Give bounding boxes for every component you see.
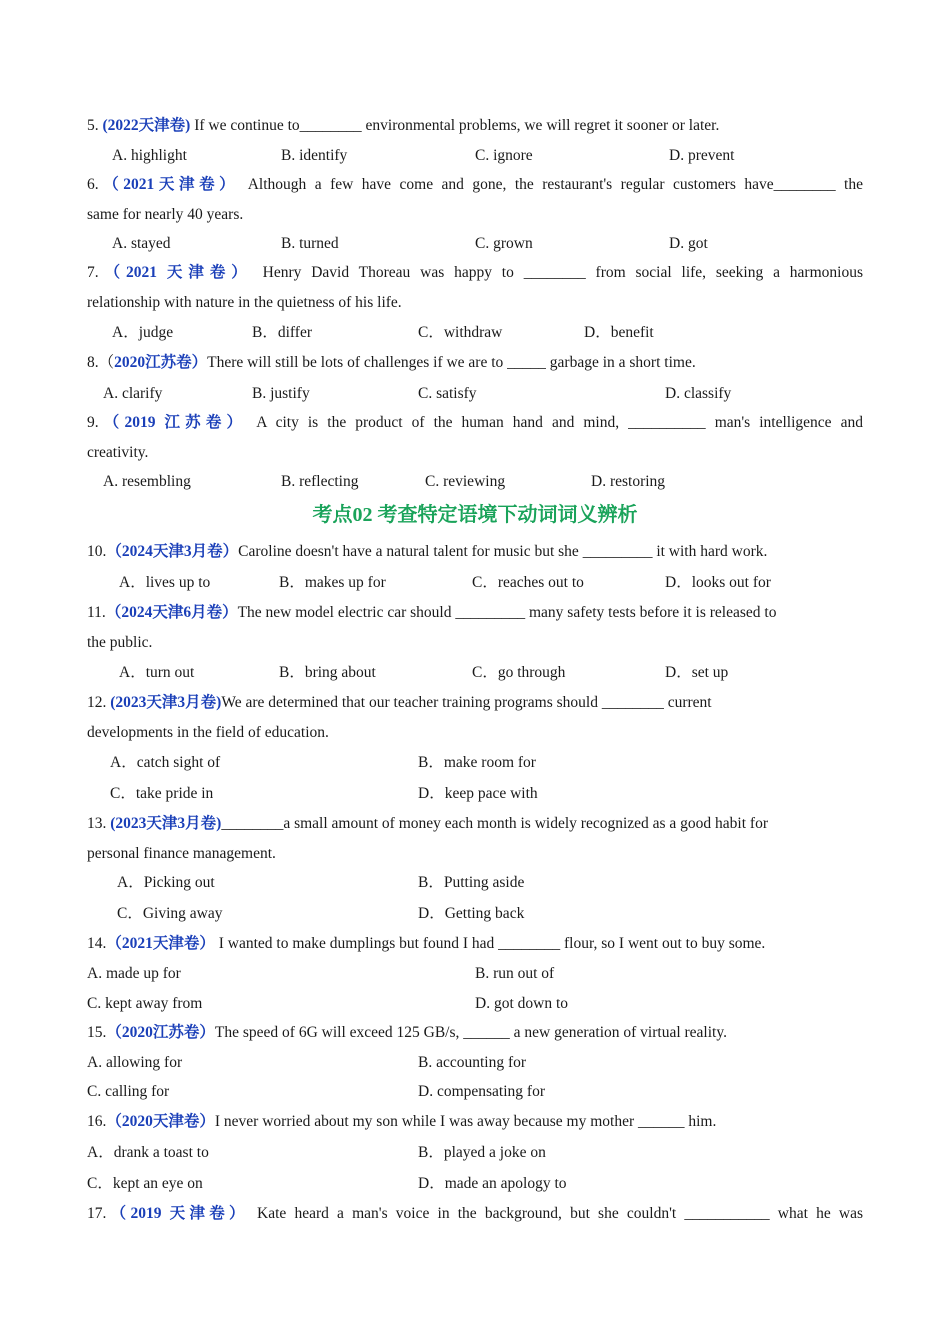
option-c: C. grown — [475, 235, 533, 252]
question-16-stem: 16.（2020天津卷）I never worried about my son while I was away because my mother ______ him. — [87, 1113, 717, 1130]
question-14-stem: 14.（2021天津卷） I wanted to make dumplings but found I had ________ flour, so I went out to buy some. — [87, 935, 766, 952]
question-source: （2019 江苏卷） — [98, 414, 248, 431]
option-c: C. kept away from — [87, 995, 203, 1012]
question-source: （2021天津卷） — [106, 935, 215, 952]
question-source: （2021 天津卷） — [98, 264, 253, 281]
option-d: D. got down to — [475, 995, 568, 1012]
question-17-stem: 17.（2019 天津卷） Kate heard a man's voice in the background, but she couldn't ___________ what he was — [87, 1205, 863, 1222]
option-c: C．reaches out to — [472, 574, 584, 591]
option-c: C．go through — [472, 664, 566, 681]
question-5-stem: 5. (2022天津卷) If we continue to________ environmental problems, we will regret it sooner or later. — [87, 117, 720, 134]
option-a: A．lives up to — [119, 574, 211, 591]
question-8-stem: 8.（2020江苏卷）There will still be lots of challenges if we are to _____ garbage in a short time. — [87, 354, 696, 371]
question-source: （2020天津卷） — [106, 1113, 215, 1130]
option-d: D．set up — [665, 664, 729, 681]
question-source: (2023天津3月卷) — [110, 815, 222, 832]
option-d: D．looks out for — [665, 574, 771, 591]
option-b: B．played a joke on — [418, 1144, 546, 1161]
question-source: (2023天津3月卷) — [110, 694, 222, 711]
option-b: B. justify — [252, 385, 310, 402]
option-a: A. resembling — [103, 473, 191, 490]
option-c: C. calling for — [87, 1083, 170, 1100]
option-d: D. prevent — [669, 147, 735, 164]
option-a: A．judge — [112, 324, 174, 341]
option-b: B. accounting for — [418, 1054, 527, 1071]
option-c: C．kept an eye on — [87, 1175, 203, 1192]
question-7-stem: 7.（2021 天津卷） Henry David Thoreau was happy to ________ from social life, seeking a harmonious — [87, 264, 863, 281]
question-6-stem-cont: same for nearly 40 years. — [87, 206, 244, 223]
question-10-stem: 10.（2024天津3月卷）Caroline doesn't have a natural talent for music but she _________ it with hard work. — [87, 543, 768, 560]
option-b: B. identify — [281, 147, 348, 164]
option-b: B．Putting aside — [418, 874, 525, 891]
question-12-stem-cont: developments in the field of education. — [87, 724, 329, 741]
option-d: D．benefit — [584, 324, 654, 341]
question-source: （2024天津3月卷） — [106, 543, 239, 560]
question-9-stem: 9.（2019 江苏卷） A city is the product of the human hand and mind, __________ man's intelligence and — [87, 414, 863, 431]
question-9-stem-cont: creativity. — [87, 444, 149, 461]
question-7-stem-cont: relationship with nature in the quietness of his life. — [87, 294, 402, 311]
option-a: A. highlight — [112, 147, 187, 164]
option-a: A．drank a toast to — [87, 1144, 209, 1161]
question-6-stem: 6.（2021天津卷） Although a few have come and gone, the restaurant's regular customers have________ the — [87, 176, 863, 193]
option-c: C．withdraw — [418, 324, 503, 341]
option-a: A．turn out — [119, 664, 195, 681]
option-c: C．take pride in — [110, 785, 214, 802]
option-a: A. clarify — [103, 385, 163, 402]
option-d: D. compensating for — [418, 1083, 545, 1100]
option-d: D. restoring — [591, 473, 666, 490]
question-11-stem-cont: the public. — [87, 634, 153, 651]
option-d: D. got — [669, 235, 708, 252]
option-a: A. allowing for — [87, 1054, 183, 1071]
option-b: B. run out of — [475, 965, 555, 982]
option-a: A. stayed — [112, 235, 171, 252]
option-c: C. reviewing — [425, 473, 506, 490]
option-c: C．Giving away — [117, 905, 223, 922]
option-c: C. ignore — [475, 147, 533, 164]
question-12-stem: 12. (2023天津3月卷)We are determined that our teacher training programs should ________ current — [87, 694, 712, 711]
option-b: B. turned — [281, 235, 339, 252]
question-source: （2021天津卷） — [98, 176, 240, 193]
question-source: （2019 天津卷） — [106, 1205, 249, 1222]
option-d: D. classify — [665, 385, 732, 402]
option-b: B. reflecting — [281, 473, 359, 490]
option-b: B．make room for — [418, 754, 536, 771]
option-d: D．keep pace with — [418, 785, 538, 802]
option-a: A．Picking out — [117, 874, 215, 891]
option-b: B．differ — [252, 324, 312, 341]
question-15-stem: 15.（2020江苏卷）The speed of 6G will exceed 125 GB/s, ______ a new generation of virtual reality. — [87, 1024, 727, 1041]
question-13-stem-cont: personal finance management. — [87, 845, 276, 862]
question-source: (2022天津卷) — [102, 117, 191, 134]
option-d: D．made an apology to — [418, 1175, 567, 1192]
question-source: 2020江苏卷） — [114, 354, 208, 371]
option-c: C. satisfy — [418, 385, 477, 402]
option-b: B．makes up for — [279, 574, 386, 591]
question-source: （2024天津6月卷） — [105, 604, 238, 621]
question-source: （2020江苏卷） — [106, 1024, 215, 1041]
question-13-stem: 13. (2023天津3月卷)________a small amount of money each month is widely recognized as a good habit for — [87, 815, 768, 832]
option-a: A. made up for — [87, 965, 181, 982]
question-11-stem: 11.（2024天津6月卷）The new model electric car should _________ many safety tests before it is released to — [87, 604, 777, 621]
option-d: D．Getting back — [418, 905, 525, 922]
option-b: B．bring about — [279, 664, 376, 681]
option-a: A．catch sight of — [110, 754, 221, 771]
section-heading: 考点02 考查特定语境下动词词义辨析 — [312, 504, 638, 526]
